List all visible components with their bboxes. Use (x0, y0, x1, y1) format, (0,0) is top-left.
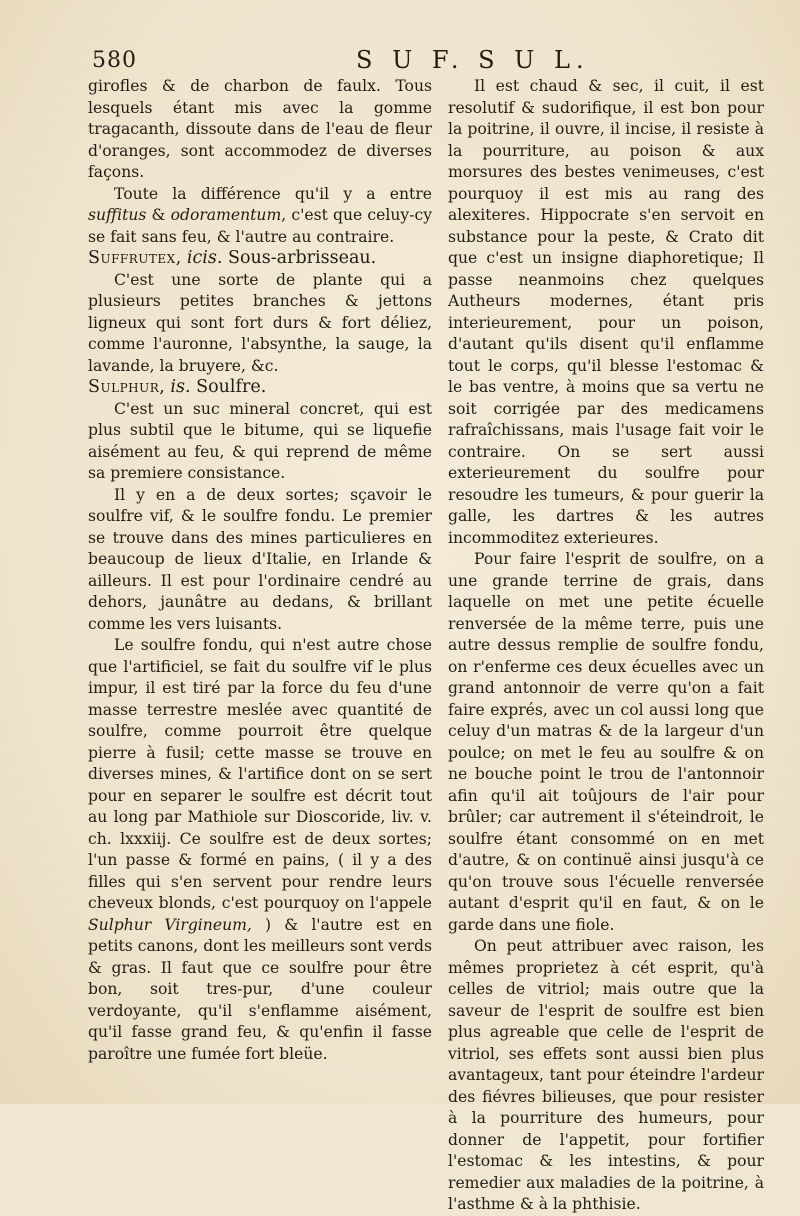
running-head: S U F. S U L. (356, 46, 590, 74)
paragraph: girofles & de charbon de faulx. Tous lesquels étant mis avec la gomme tragacanth, dissoute dans de l'eau de fleur d'oranges, sont accommodez de diverses façons. (88, 77, 432, 181)
entry-heading-suffrutex: Suffrutex, icis. Sous-arbrisseau. (88, 248, 377, 268)
paragraph: Pour faire l'esprit de soulfre, on a une grande terrine de grais, dans laquelle on met une petite écuelle renversée de la même terre, puis une autre dessus remplie de soulfre fondu, on r'enferme ces deux écuelles avec un grand antonnoir de verre qu'on a fait faire exprés, avec un col aussi long que celuy d'un matras & de la largeur d'un poulce; on met le feu au soulfre & on ne bouche point le trou de l'antonnoir afin qu'il ait toûjours de l'air pour brûler; car autrement il s'éteindroit, le soulfre étant consommé on en met d'autre, & on continuë ainsi jusqu'à ce qu'on trouve sous l'écuelle renversée autant d'esprit qu'il en faut, & on le garde dans une fiole. (448, 550, 764, 934)
latin-ending: is. (170, 377, 191, 397)
latin-term: odoramentum (170, 206, 282, 224)
headword: Suffrutex (88, 248, 176, 268)
latin-ending: icis. (186, 248, 223, 268)
page-number: 580 (92, 48, 137, 73)
paragraph: C'est une sorte de plante qui a plusieurs petites branches & jettons ligneux qui sont fort durs & fort déliez, comme l'auronne, l'absynthe, la sauge, la lavande, la bruyere, &c. (88, 270, 432, 375)
paragraph: On peut attribuer avec raison, les mêmes proprietez à cét esprit, qu'à celles de vitriol; mais outre que la saveur de l'esprit de soulfre est bien plus agreable que celle de l'esprit de vitriol, ses effets sont aussi bien plus avantageux, tant pour éteindre l'ardeur des fiévres bilieuses, que pour resister à la pourriture des humeurs, pour donner de l'appetit, pour fortifier l'estomac & les intestins, & pour remedier aux maladies de la poitrine, à l'asthme & à la phthisie. (448, 937, 764, 1213)
text-run: Toute la différence qu'il y a entre (114, 184, 432, 203)
latin-term: Sulphur Virgineum, (88, 915, 252, 934)
right-column (448, 76, 764, 1216)
text-run: ) & l'autre est en petits canons, dont les meilleurs sont verds & gras. Il faut que ce soulfre pour être bon, soit tres-pur, d'une couleur verdoyante, qu'il s'enflamme aisément, qu'il fasse grand feu, & qu'enfin il fasse paroître une fumée fort bleüe. (88, 915, 432, 1063)
paragraph (88, 184, 432, 249)
latin-term: suffitus (88, 206, 147, 224)
page-header (92, 46, 772, 80)
paragraph: Il est chaud & sec, il cuit, il est resolutif & sudorifique, il est bon pour la poitrine, il ouvre, il incise, il resiste à la pourriture, au poison & aux morsures des bestes venimeuses, c'est pourquoy il est mis au rang des alexiteres. Hippocrate s'en servoit en substance pour la peste, & Crato dit que c'est un insigne diaphoretique; Il passe neanmoins chez quelques Autheurs modernes, étant pris interieurement, pour un poison, d'autant qu'ils disent qu'il enflamme tout le corps, qu'il blesse l'estomac & le bas ventre, à moins que sa vertu ne soit corrigée par des medicamens rafraîchissans, mais l'usage fait voir le contraire. On se sert aussi exterieurement du soulfre pour resoudre les tumeurs, & pour guerir la galle, les dartres & les autres incommoditez exterieures. (448, 77, 764, 547)
text-run: & (146, 206, 171, 224)
entry-heading-sulphur: Sulphur, is. Soulfre. (88, 377, 267, 397)
text-run: , c'est que celuy-cy se fait sans feu, & l'autre au contraire. (88, 206, 433, 246)
headword: Sulphur (88, 377, 160, 397)
paragraph: Il y en a de deux sortes; sçavoir le soulfre vif, & le soulfre fondu. Le premier se trouve dans des mines particulieres en beaucoup de lieux d'Italie, en Irlande & ailleurs. Il est pour l'ordinaire cendré au dehors, jaunâtre au dedans, & brillant comme les vers luisants. (88, 485, 432, 633)
french-term: Soulfre. (196, 377, 267, 397)
left-column (88, 76, 432, 1065)
french-term: Sous-arbrisseau. (227, 248, 377, 268)
paragraph: C'est un suc mineral concret, qui est plus subtil que le bitume, qui se liquefie aisément au feu, & qui reprend de même sa premiere consistance. (88, 399, 432, 482)
paragraph (88, 635, 432, 1065)
text-run: Le soulfre fondu, qui n'est autre chose que l'artificiel, se fait du soulfre vif le plus impur, il est tiré par la force du feu d'une masse terrestre meslée avec quantité de soulfre, comme pourroit être quelque pierre à fusil; cette masse se trouve en diverses mines, & l'artifice dont on se sert pour en separer le soulfre est décrit tout au long par Mathiole sur Dioscoride, liv. v. ch. lxxxiij. Ce soulfre est de deux sortes; l'un passe & formé en pains, ( il y a des filles qui s'en servent pour rendre leurs cheveux blonds, c'est pourquoy on l'appele (88, 636, 432, 912)
